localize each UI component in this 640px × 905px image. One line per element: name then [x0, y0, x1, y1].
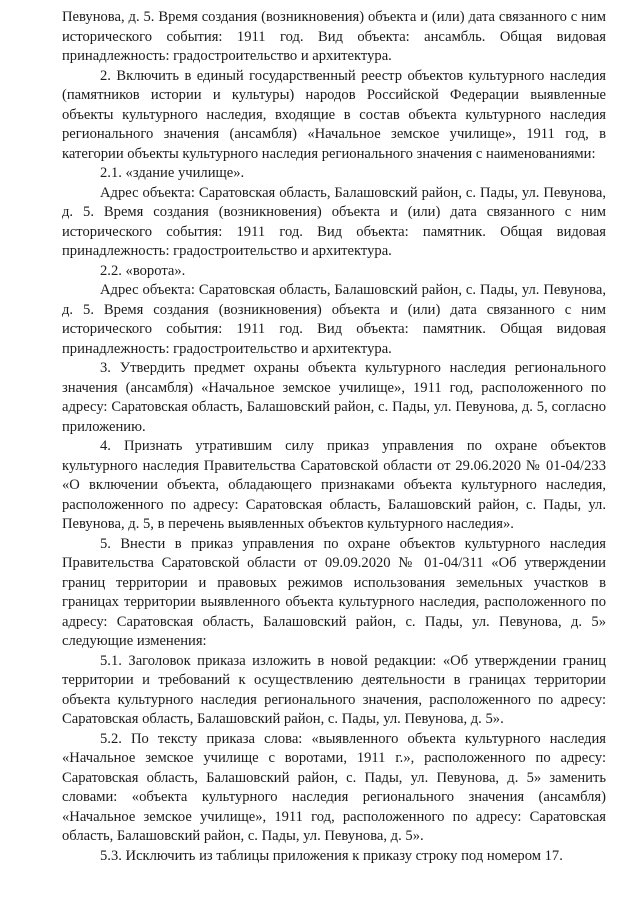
paragraph-2-2-address: Адрес объекта: Саратовская область, Балашовский район, с. Пады, ул. Певунова, д. 5. Время создания (возникновения) объекта и (или) дата связанного с ним исторического события: 1911 год. Вид объекта: памятник. Общая видовая принадлежность: градостроительство и архитектура.: [62, 282, 606, 357]
document-page: [62, 8, 606, 866]
paragraph-1-continuation: Певунова, д. 5. Время создания (возникновения) объекта и (или) дата связанного с ним исторического события: 1911 год. Вид объекта: ансамбль. Общая видовая принадлежность: градостроительство и архитектура.: [62, 9, 606, 64]
paragraph-2-2-heading: 2.2. «ворота».: [100, 262, 186, 279]
paragraph-2: 2. Включить в единый государственный реестр объектов культурного наследия (памятников истории и культуры) народов Российской Федерации выявленные объекты культурного наследия, входящие в состав объекта культурного наследия регионального значения (ансамбля) «Начальное земское училище», 1911 год, в категории объекты культурного наследия регионального значения с наименованиями:: [62, 67, 606, 162]
paragraph-2-1-heading: 2.1. «здание училище».: [100, 165, 245, 181]
paragraph-5: 5. Внести в приказ управления по охране объектов культурного наследия Правительства Саратовской области от 09.09.2020 № 01-04/311 «Об утверждении границ территории и правовых режимов использования земельных участков в границах территории выявленного объекта культурного наследия, расположенного по адресу: Саратовская область, Балашовский район, с. Пады, ул. Певунова, д. 5» следующие изменения:: [62, 535, 606, 649]
paragraph-3: 3. Утвердить предмет охраны объекта культурного наследия регионального значения (ансамбля) «Начальное земское училище», 1911 год, расположенного по адресу: Саратовская область, Балашовский район, с. Пады, ул. Певунова, д. 5, согласно приложению.: [62, 360, 606, 435]
paragraph-4: 4. Признать утратившим силу приказ управления по охране объектов культурного наследия Правительства Саратовской области от 29.06.2020 № 01-04/233 «О включении объекта, обладающего признаками объекта культурного наследия, расположенного по адресу: Саратовская область, Балашовский район, с. Пады, ул. Певунова, д. 5, в перечень выявленных объектов культурного наследия».: [62, 438, 606, 532]
paragraph-2-1-address: Адрес объекта: Саратовская область, Балашовский район, с. Пады, ул. Певунова, д. 5. Время создания (возникновения) объекта и (или) дата связанного с ним исторического события: 1911 год. Вид объекта: памятник. Общая видовая принадлежность: градостроительство и архитектура.: [62, 184, 606, 259]
paragraph-5-2: 5.2. По тексту приказа слова: «выявленного объекта культурного наследия «Начальное земское училище с воротами, 1911 г.», расположенного по адресу: Саратовская область, Балашовский район, с. Пады, ул. Певунова, д. 5» заменить словами: «объекта культурного наследия регионального значения (ансамбля) «Начальное земское училище», 1911 год, расположенного по адресу: Саратовская область, Балашовский район, с. Пады, ул. Певунова, д. 5».: [62, 730, 606, 844]
paragraph-5-1: 5.1. Заголовок приказа изложить в новой редакции: «Об утверждении границ территории и требований к осуществлению деятельности в границах территории объекта культурного наследия регионального значения, расположенного по адресу: Саратовская область, Балашовский район, с. Пады, ул. Певунова, д. 5».: [62, 652, 606, 727]
paragraph-5-3: 5.3. Исключить из таблицы приложения к приказу строку под номером 17.: [100, 847, 563, 864]
